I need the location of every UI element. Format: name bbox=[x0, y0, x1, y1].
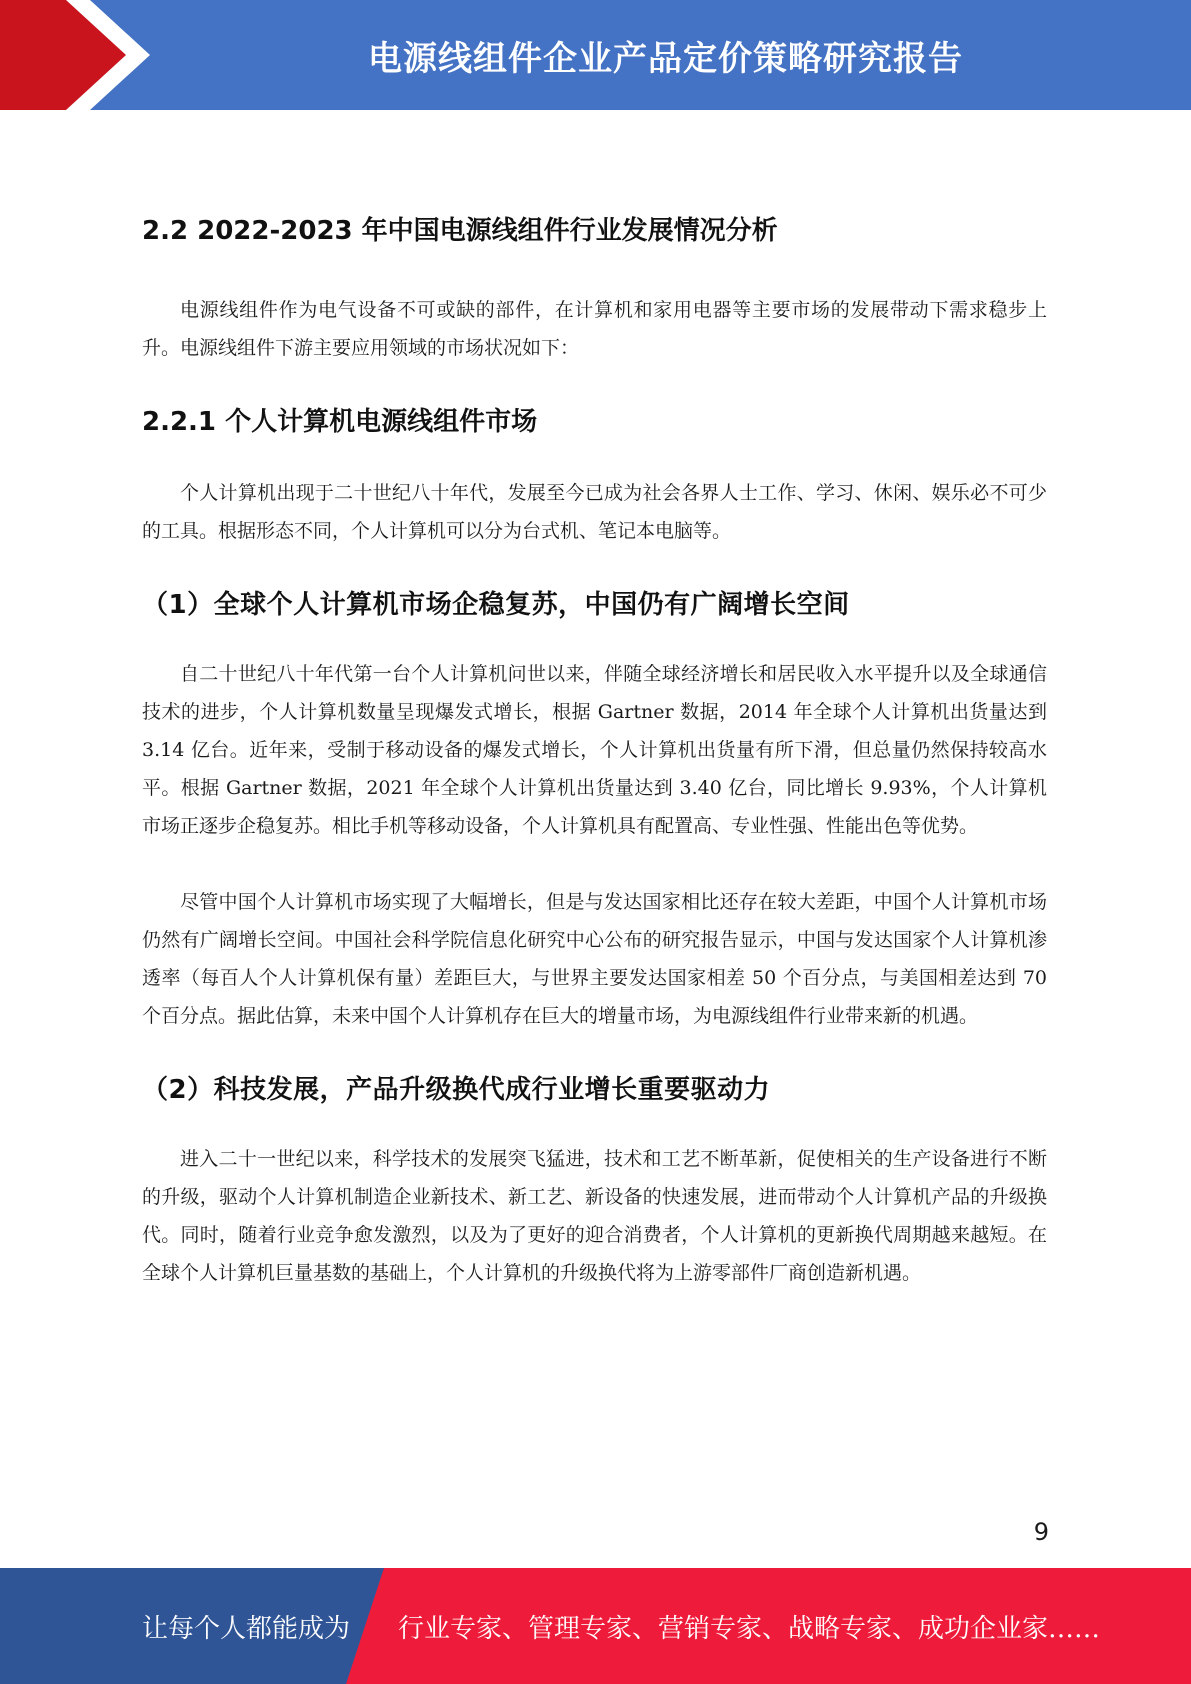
footer-slogan-right: 行业专家、管理专家、营销专家、战略专家、成功企业家…… bbox=[398, 1613, 1101, 1644]
point-1-heading: （1）全球个人计算机市场企稳复苏，中国仍有广阔增长空间 bbox=[142, 590, 850, 620]
chevron-arrow-icon bbox=[0, 0, 160, 110]
footer-slogan-left: 让每个人都能成为 bbox=[142, 1613, 351, 1644]
footer-banner bbox=[0, 1568, 1191, 1684]
section-heading-2-2-1: 2.2.1 个人计算机电源线组件市场 bbox=[142, 407, 538, 437]
point-1-paragraph-1: 自二十世纪八十年代第一台个人计算机问世以来，伴随全球经济增长和居民收入水平提升以及全球通信技术的进步，个人计算机数量呈现爆发式增长，根据 Gartner 数据，2014 年全球个人计算机出货量达到 3.14 亿台。近年来，受制于移动设备的爆发式增长，个人计算机出货量有所下滑，但总量仍然保持较高水平。根据 Gartner 数据，2021 年全球个人计算机出货量达到 3.40 亿台，同比增长 9.93%，个人计算机市场正逐步企稳复苏。相比手机等移动设备，个人计算机具有配置高、专业性强、性能出色等优势。 bbox=[142, 663, 1047, 837]
section-heading-2-2: 2.2 2022-2023 年中国电源线组件行业发展情况分析 bbox=[142, 216, 778, 246]
page-content bbox=[142, 210, 1047, 1292]
pc-intro-paragraph: 个人计算机出现于二十世纪八十年代，发展至今已成为社会各界人士工作、学习、休闲、娱乐必不可少的工具。根据形态不同，个人计算机可以分为台式机、笔记本电脑等。 bbox=[142, 482, 1047, 542]
point-2-heading: （2）科技发展，产品升级换代成行业增长重要驱动力 bbox=[142, 1075, 771, 1105]
point-1-paragraph-2: 尽管中国个人计算机市场实现了大幅增长，但是与发达国家相比还存在较大差距，中国个人计算机市场仍然有广阔增长空间。中国社会科学院信息化研究中心公布的研究报告显示，中国与发达国家个人计算机渗透率（每百人个人计算机保有量）差距巨大，与世界主要发达国家相差 50 个百分点，与美国相差达到 70 个百分点。据此估算，未来中国个人计算机存在巨大的增量市场，为电源线组件行业带来新的机遇。 bbox=[142, 891, 1047, 1027]
report-title: 电源线组件企业产品定价策略研究报告 bbox=[368, 38, 963, 79]
header-banner bbox=[0, 0, 1191, 110]
intro-paragraph: 电源线组件作为电气设备不可或缺的部件，在计算机和家用电器等主要市场的发展带动下需求稳步上升。电源线组件下游主要应用领域的市场状况如下： bbox=[142, 299, 1047, 359]
page-number: 9 bbox=[1033, 1518, 1049, 1546]
point-2-paragraph-1: 进入二十一世纪以来，科学技术的发展突飞猛进，技术和工艺不断革新，促使相关的生产设备进行不断的升级，驱动个人计算机制造企业新技术、新工艺、新设备的快速发展，进而带动个人计算机产品的升级换代。同时，随着行业竞争愈发激烈，以及为了更好的迎合消费者，个人计算机的更新换代周期越来越短。在全球个人计算机巨量基数的基础上，个人计算机的升级换代将为上游零部件厂商创造新机遇。 bbox=[142, 1148, 1047, 1284]
